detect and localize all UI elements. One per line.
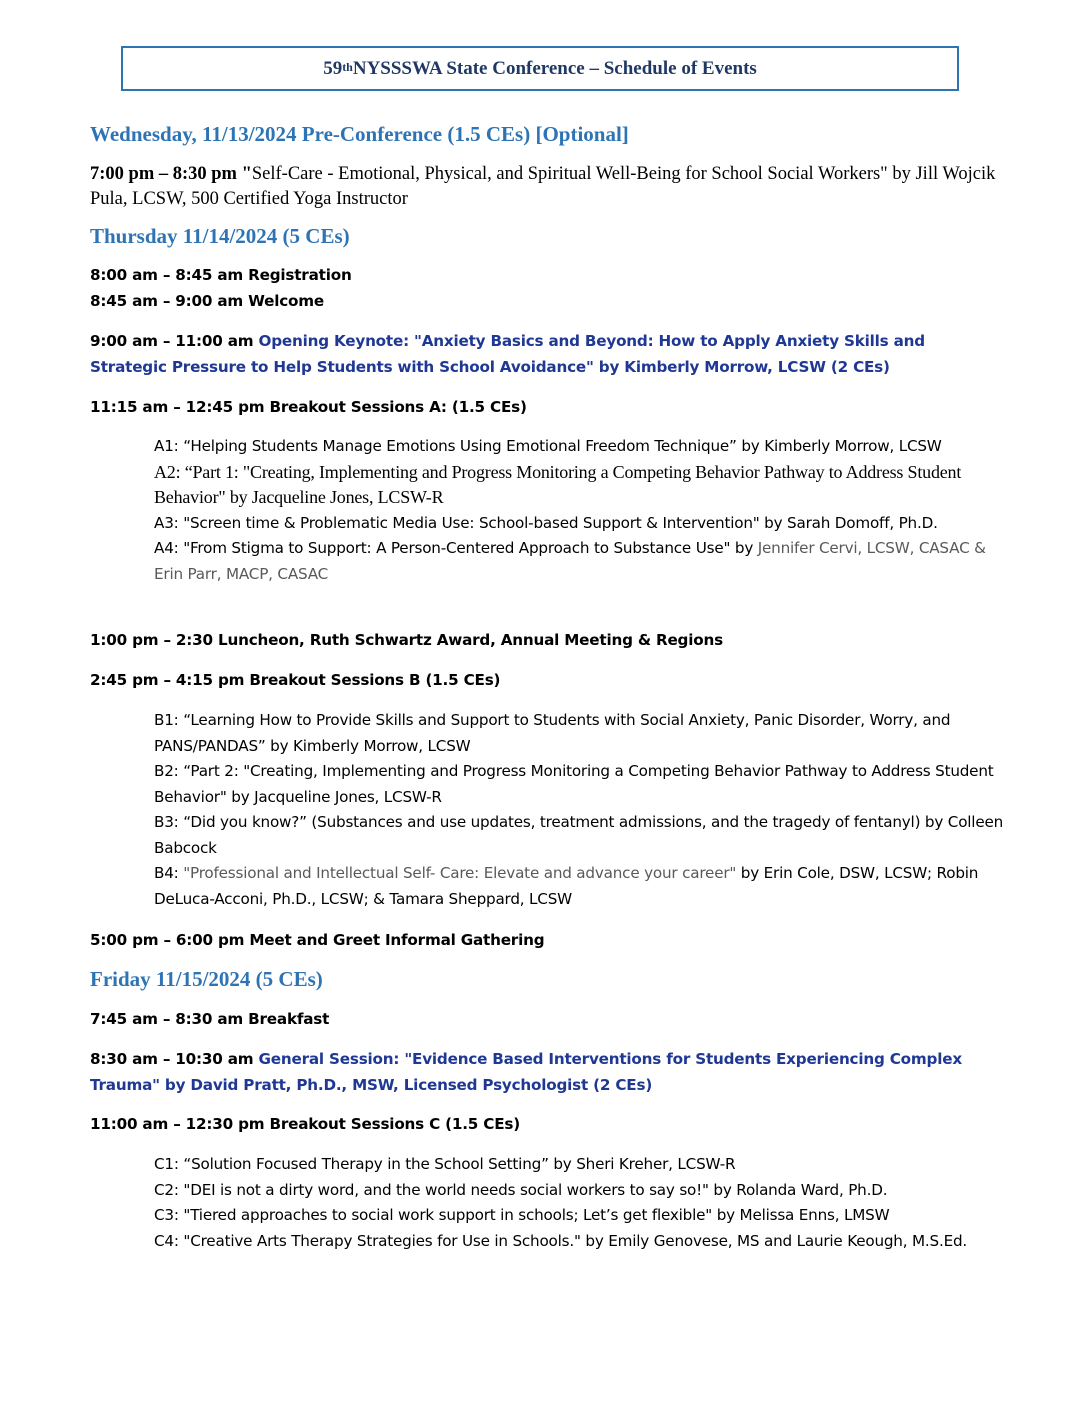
- session-c4: C4: "Creative Arts Therapy Strategies for Use in Schools." by Emily Genovese, MS and Laurie Keough, M.S.Ed.: [154, 1231, 968, 1250]
- registration-line: 8:00 am – 8:45 am Registration: [90, 266, 352, 284]
- welcome-line: 8:45 am – 9:00 am Welcome: [90, 292, 325, 310]
- session-b4-label: B4:: [154, 864, 184, 882]
- friday-heading: Friday 11/15/2024 (5 CEs): [90, 967, 323, 991]
- title-box: 59 $^{th}$ NYSSSWA State Conference – Schedule of Events: [121, 46, 959, 91]
- thursday-heading: Thursday 11/14/2024 (5 CEs): [90, 224, 350, 248]
- wednesday-heading: Wednesday, 11/13/2024 Pre-Conference (1.5 CEs) [Optional]: [90, 122, 629, 146]
- session-b4-title: "Professional and Intellectual Self- Care: Elevate and advance your career": [183, 864, 737, 882]
- session-c3: C3: "Tiered approaches to social work support in schools; Let’s get flexible" by Melissa Enns, LMSW: [154, 1206, 890, 1224]
- wednesday-session: [90, 162, 1000, 212]
- session-b3: B3: “Did you know?” (Substances and use updates, treatment admissions, and the tragedy of fentanyl) by Colleen Babcock: [154, 813, 1004, 857]
- breakout-a-heading: 11:15 am – 12:45 pm Breakout Sessions A: (1.5 CEs): [90, 398, 527, 416]
- general-session-time: 8:30 am – 10:30 am: [90, 1050, 259, 1068]
- keynote-line: [90, 328, 990, 380]
- wednesday-session-text: Self-Care - Emotional, Physical, and Spiritual Well-Being for School Social Workers" by Jill Wojcik Pula, LCSW, 500 Certified Yoga Instructor: [90, 164, 996, 209]
- session-a3: A3: "Screen time & Problematic Media Use: School-based Support & Intervention" by Sarah Domoff, Ph.D.: [154, 513, 938, 532]
- breakout-b-list: [154, 708, 1004, 912]
- general-session-text: General Session: "Evidence Based Interventions for Students Experiencing Complex Trauma" by David Pratt, Ph.D., MSW, Licensed Psychologist (2 CEs): [90, 1050, 962, 1094]
- session-b4: [154, 861, 1004, 912]
- session-c2: C2: "DEI is not a dirty word, and the world needs social workers to say so!" by Rolanda Ward, Ph.D.: [154, 1180, 888, 1199]
- session-b2: B2: “Part 2: "Creating, Implementing and Progress Monitoring a Competing Behavior Pathway to Address Student Behavior" by Jacqueline Jones, LCSW-R: [154, 762, 994, 806]
- session-b1: B1: “Learning How to Provide Skills and Support to Students with Social Anxiety, Panic Disorder, Worry, and PANS/PANDAS” by Kimberly Morrow, LCSW: [154, 711, 951, 755]
- breakout-b-heading: 2:45 pm – 4:15 pm Breakout Sessions B (1.5 CEs): [90, 671, 501, 689]
- session-b4-presenters: by Erin Cole, DSW, LCSW; Robin DeLuca-Acconi, Ph.D., LCSW; & Tamara Sheppard, LCSW: [154, 864, 979, 908]
- general-session-line: [90, 1046, 990, 1098]
- wednesday-session-time: 7:00 pm – 8:30 pm ": [90, 164, 252, 184]
- session-a4: [154, 536, 1004, 587]
- keynote-time: 9:00 am – 11:00 am: [90, 332, 259, 350]
- session-a4-title: A4: "From Stigma to Support: A Person-Centered Approach to Substance Use" by: [154, 539, 758, 557]
- title-text: NYSSSWA State Conference – Schedule of Events: [352, 57, 757, 79]
- breakout-a-list: [154, 434, 1004, 587]
- breakout-c-heading: 11:00 am – 12:30 pm Breakout Sessions C (1.5 CEs): [90, 1115, 520, 1133]
- keynote-text: Opening Keynote: "Anxiety Basics and Beyond: How to Apply Anxiety Skills and Strategic Pressure to Help Students with School Avoidance" by Kimberly Morrow, LCSW (2 CEs): [90, 332, 925, 376]
- session-a1: A1: “Helping Students Manage Emotions Using Emotional Freedom Technique” by Kimberly Morrow, LCSW: [154, 437, 942, 455]
- title-number: 59: [323, 57, 343, 79]
- breakfast-line: 7:45 am – 8:30 am Breakfast: [90, 1010, 330, 1028]
- session-a4-presenters: Jennifer Cervi, LCSW, CASAC & Erin Parr, MACP, CASAC: [154, 539, 986, 583]
- luncheon-line: 1:00 pm – 2:30 Luncheon, Ruth Schwartz Award, Annual Meeting & Regions: [90, 631, 723, 649]
- session-a2: A2: “Part 1: "Creating, Implementing and Progress Monitoring a Competing Behavior Pathway to Address Student Behavior" by Jacqueline Jones, LCSW-R: [154, 461, 962, 507]
- meet-greet-line: 5:00 pm – 6:00 pm Meet and Greet Informal Gathering: [90, 931, 545, 949]
- breakout-c-list: [154, 1152, 1004, 1254]
- session-c1: C1: “Solution Focused Therapy in the School Setting” by Sheri Kreher, LCSW-R: [154, 1155, 736, 1173]
